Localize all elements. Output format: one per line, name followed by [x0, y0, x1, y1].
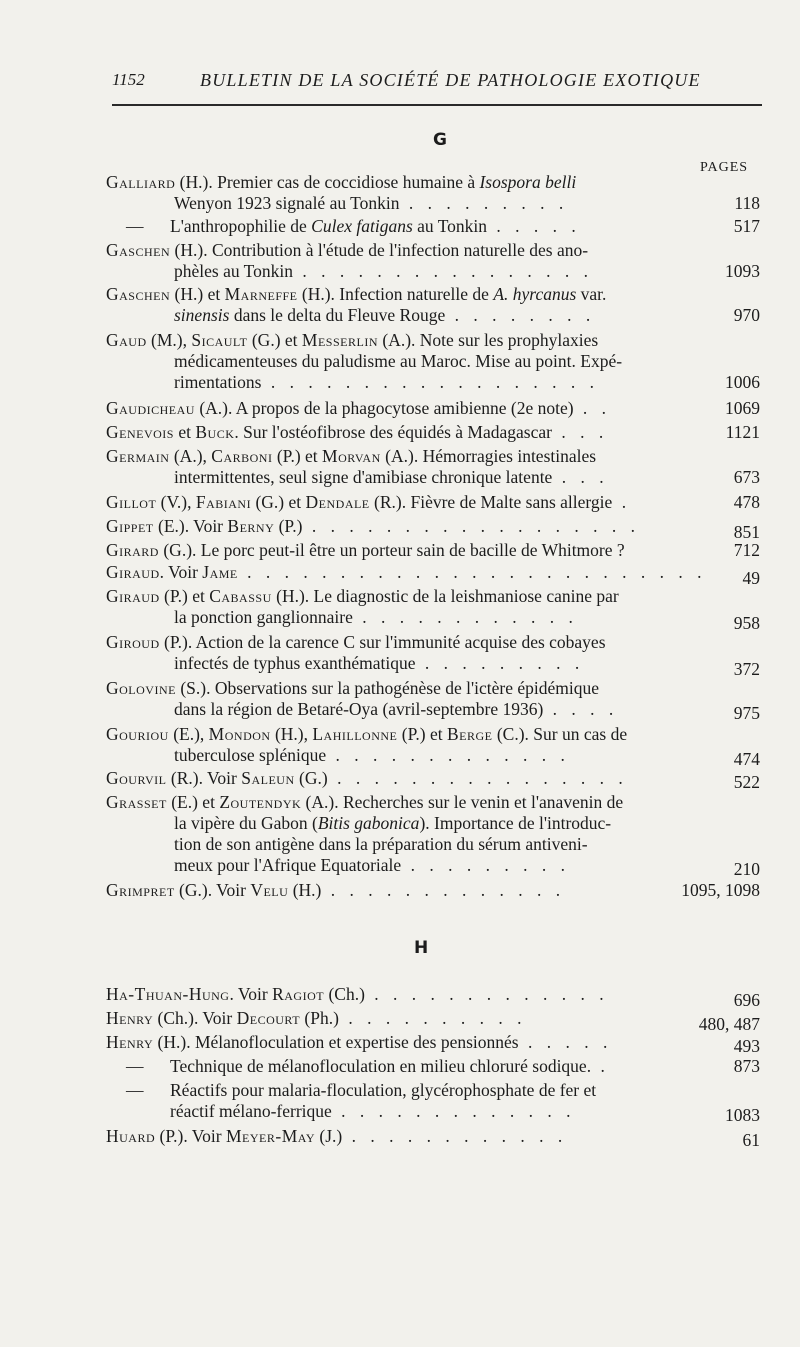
page-ref: 1095, 1098 — [681, 880, 760, 900]
index-entry: Girard (G.). Le porc peut-il être un porteur sain de bacille de Whitmore ? 712 — [106, 540, 760, 560]
page-ref: 975 — [733, 703, 760, 723]
index-entry: — Technique de mélanofloculation en milieu chloruré sodique. . 873 — [126, 1056, 760, 1076]
section-letter-g: G — [433, 130, 447, 150]
page-ref: 522 — [733, 772, 760, 792]
page-ref: 851 — [733, 522, 760, 542]
page-ref: 478 — [733, 492, 760, 512]
journal-title: BULLETIN DE LA SOCIÉTÉ DE PATHOLOGIE EXOTIQUE — [200, 70, 701, 90]
page-ref: 1093 — [725, 261, 760, 281]
index-entry: Henry (Ch.). Voir Decourt (Ph.) . . . . . . . . . . 480, 487 — [106, 1008, 760, 1034]
page-ref: 1121 — [725, 422, 760, 442]
page-ref: 210 — [733, 859, 760, 879]
index-entry: Genevois et Buck. Sur l'ostéofibrose des équidés à Madagascar . . . 1121 — [106, 422, 760, 442]
pages-column-label: PAGES — [700, 160, 749, 175]
index-entry: Giraud. Voir Jame . . . . . . . . . . . . . . . . . . . . . . . . . 49 — [106, 562, 760, 588]
index-entry: Grasset (E.) et Zoutendyk (A.). Recherches sur le venin et l'anavenin de la vipère du Gabon (Bitis gabonica). Importance de l'introduc- tion de son antigène dans la préparation du sérum antiveni- meux pour l'Afrique Equatoriale . . . . . . . . . 210 — [106, 792, 760, 879]
page-ref: 49 — [742, 568, 760, 588]
index-entry: — L'anthropophilie de Culex fatigans au Tonkin . . . . . 517 — [126, 216, 760, 236]
index-entry: Gillot (V.), Fabiani (G.) et Dendale (R.). Fièvre de Malte sans allergie . 478 — [106, 492, 760, 512]
index-entry: Galliard (H.). Premier cas de coccidiose humaine à Isospora belli Wenyon 1923 signalé au Tonkin . . . . . . . . . 118 — [106, 172, 760, 213]
page-ref: 673 — [733, 467, 760, 487]
page-ref: 480, 487 — [698, 1014, 760, 1034]
page-ref: 517 — [733, 216, 760, 236]
page-ref: 696 — [733, 990, 760, 1010]
index-entry: — Réactifs pour malaria-floculation, glycérophosphate de fer et réactif mélano-ferrique . . . . . . . . . . . . . 1083 — [126, 1080, 760, 1125]
index-entry: Gouriou (E.), Mondon (H.), Lahillonne (P.) et Berge (C.). Sur un cas de tuberculose splénique . . . . . . . . . . . . . 474 — [106, 724, 760, 769]
section-letter-h: H — [414, 938, 429, 958]
index-entry: Gaschen (H.). Contribution à l'étude de l'infection naturelle des ano- phèles au Tonkin . . . . . . . . . . . . . . . . 1093 — [106, 240, 760, 281]
page-ref: 712 — [733, 540, 760, 560]
index-entry: Gaudicheau (A.). A propos de la phagocytose amibienne (2e note) . . 1069 — [106, 398, 760, 418]
page-ref: 372 — [733, 659, 760, 679]
index-entry: Giroud (P.). Action de la carence C sur l'immunité acquise des cobayes infectés de typhus exanthématique . . . . . . . . . 372 — [106, 632, 760, 679]
index-entry: Grimpret (G.). Voir Velu (H.) . . . . . . . . . . . . . 1095, 1098 — [106, 880, 760, 900]
index-entry: Gaschen (H.) et Marneffe (H.). Infection naturelle de A. hyrcanus var. sinensis dans le delta du Fleuve Rouge . . . . . . . . 970 — [106, 284, 760, 325]
page-ref: 970 — [733, 305, 760, 325]
page-ref: 1069 — [725, 398, 760, 418]
index-entry: Gourvil (R.). Voir Saleun (G.) . . . . . . . . . . . . . . . . 522 — [106, 768, 760, 792]
index-entry: Golovine (S.). Observations sur la pathogénèse de l'ictère épidémique dans la région de Betaré-Oya (avril-septembre 1936) . . . . 975 — [106, 678, 760, 723]
index-entry: Henry (H.). Mélanofloculation et expertise des pensionnés . . . . . 493 — [106, 1032, 760, 1056]
page-ref: 1006 — [725, 372, 760, 392]
page-ref: 118 — [734, 193, 760, 213]
page-number: 1152 — [112, 70, 145, 89]
index-entry: Giraud (P.) et Cabassu (H.). Le diagnostic de la leishmaniose canine par la ponction ganglionnaire . . . . . . . . . . . . 958 — [106, 586, 760, 633]
page-ref: 873 — [733, 1056, 760, 1076]
page-ref: 493 — [733, 1036, 760, 1056]
index-entry: Huard (P.). Voir Meyer-May (J.) . . . . . . . . . . . . 61 — [106, 1126, 760, 1150]
header-rule — [112, 104, 762, 106]
index-entry: Gippet (E.). Voir Berny (P.) . . . . . . . . . . . . . . . . . . 851 — [106, 516, 760, 542]
page-ref: 474 — [733, 749, 760, 769]
index-entry: Germain (A.), Carboni (P.) et Morvan (A.). Hémorragies intestinales intermittentes, seul signe d'amibiase chronique latente . . . 673 — [106, 446, 760, 487]
index-entry: Ha-Thuan-Hung. Voir Ragiot (Ch.) . . . . . . . . . . . . . 696 — [106, 984, 760, 1010]
page-ref: 61 — [742, 1130, 760, 1150]
index-entry: Gaud (M.), Sicault (G.) et Messerlin (A.). Note sur les prophylaxies médicamenteuses du paludisme au Maroc. Mise au point. Expé- rimentations . . . . . . . . . . . . . . . . . . 1006 — [106, 330, 760, 392]
running-header — [112, 66, 762, 102]
page-ref: 1083 — [725, 1105, 760, 1125]
page-ref: 958 — [733, 613, 760, 633]
